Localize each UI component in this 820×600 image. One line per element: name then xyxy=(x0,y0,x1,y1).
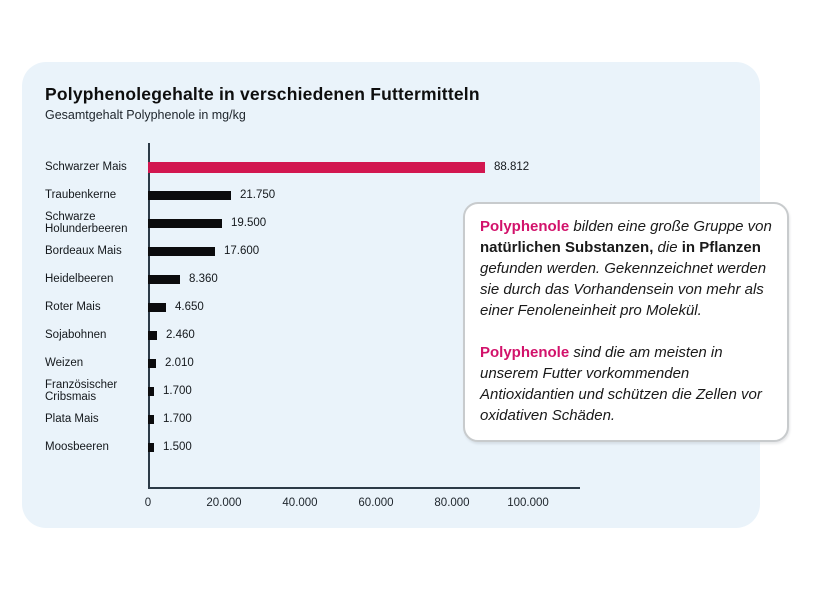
bar xyxy=(148,247,215,256)
category-label: Schwarzer Mais xyxy=(45,160,127,173)
info-box xyxy=(463,202,789,442)
value-label: 4.650 xyxy=(175,301,204,313)
category-label: Französischer Cribsmais xyxy=(45,378,118,403)
category-label: Sojabohnen xyxy=(45,328,107,341)
x-tick-label: 100.000 xyxy=(507,497,549,509)
bar xyxy=(148,443,154,452)
x-tick-label: 40.000 xyxy=(282,497,318,509)
category-label: Schwarze Holunderbeeren xyxy=(45,210,128,235)
category-label: Weizen xyxy=(45,356,84,369)
category-label: Plata Mais xyxy=(45,412,99,425)
value-label: 1.500 xyxy=(163,441,192,453)
category-label: Bordeaux Mais xyxy=(45,244,122,257)
info-paragraph xyxy=(480,342,772,426)
value-label: 21.750 xyxy=(240,189,276,201)
page-title: Polyphenolegehalte in verschiedenen Futtermitteln xyxy=(45,84,480,104)
value-label: 2.010 xyxy=(165,357,194,369)
value-label: 19.500 xyxy=(231,217,267,229)
category-label: Heidelbeeren xyxy=(45,272,114,285)
bar xyxy=(148,162,485,173)
x-tick-label: 80.000 xyxy=(434,497,470,509)
value-label: 2.460 xyxy=(166,329,195,341)
text-segment: sind die am meisten in unserem Futter vorkommenden Antioxidantien und schützen die Zellen vor oxidativen Schäden. xyxy=(480,344,762,424)
bar xyxy=(148,219,222,228)
bar xyxy=(148,275,180,284)
bar xyxy=(148,191,231,200)
value-label: 8.360 xyxy=(189,273,218,285)
value-label: 17.600 xyxy=(224,245,260,257)
category-label: Moosbeeren xyxy=(45,440,109,453)
text-segment: natürlichen Substanzen, xyxy=(480,239,654,256)
bar xyxy=(148,387,154,396)
value-label: 1.700 xyxy=(163,385,192,397)
info-text xyxy=(480,216,772,426)
x-tick-label: 20.000 xyxy=(206,497,242,509)
text-segment: in Pflanzen xyxy=(681,239,761,256)
chart-row xyxy=(45,153,615,181)
bar xyxy=(148,303,166,312)
value-label: 88.812 xyxy=(494,161,530,173)
text-segment: gefunden werden. Gekennzeichnet werden sie durch das Vorhandensein von mehr als einer Fenoleneinheit pro Molekül. xyxy=(480,260,767,319)
value-label: 1.700 xyxy=(163,413,192,425)
x-axis-labels xyxy=(144,497,580,513)
x-tick-label: 60.000 xyxy=(358,497,394,509)
bar xyxy=(148,331,157,340)
x-tick-label: 0 xyxy=(144,497,152,509)
accent-term: Polyphenole xyxy=(480,218,570,235)
info-paragraph xyxy=(480,216,772,321)
bar xyxy=(148,359,156,368)
page-subtitle: Gesamtgehalt Polyphenole in mg/kg xyxy=(45,108,246,122)
category-label: Traubenkerne xyxy=(45,188,117,201)
accent-term: Polyphenole xyxy=(480,344,570,361)
text-segment: die xyxy=(653,239,682,256)
category-label: Roter Mais xyxy=(45,300,101,313)
text-segment: bilden eine große Gruppe von xyxy=(569,218,772,235)
bar xyxy=(148,415,154,424)
